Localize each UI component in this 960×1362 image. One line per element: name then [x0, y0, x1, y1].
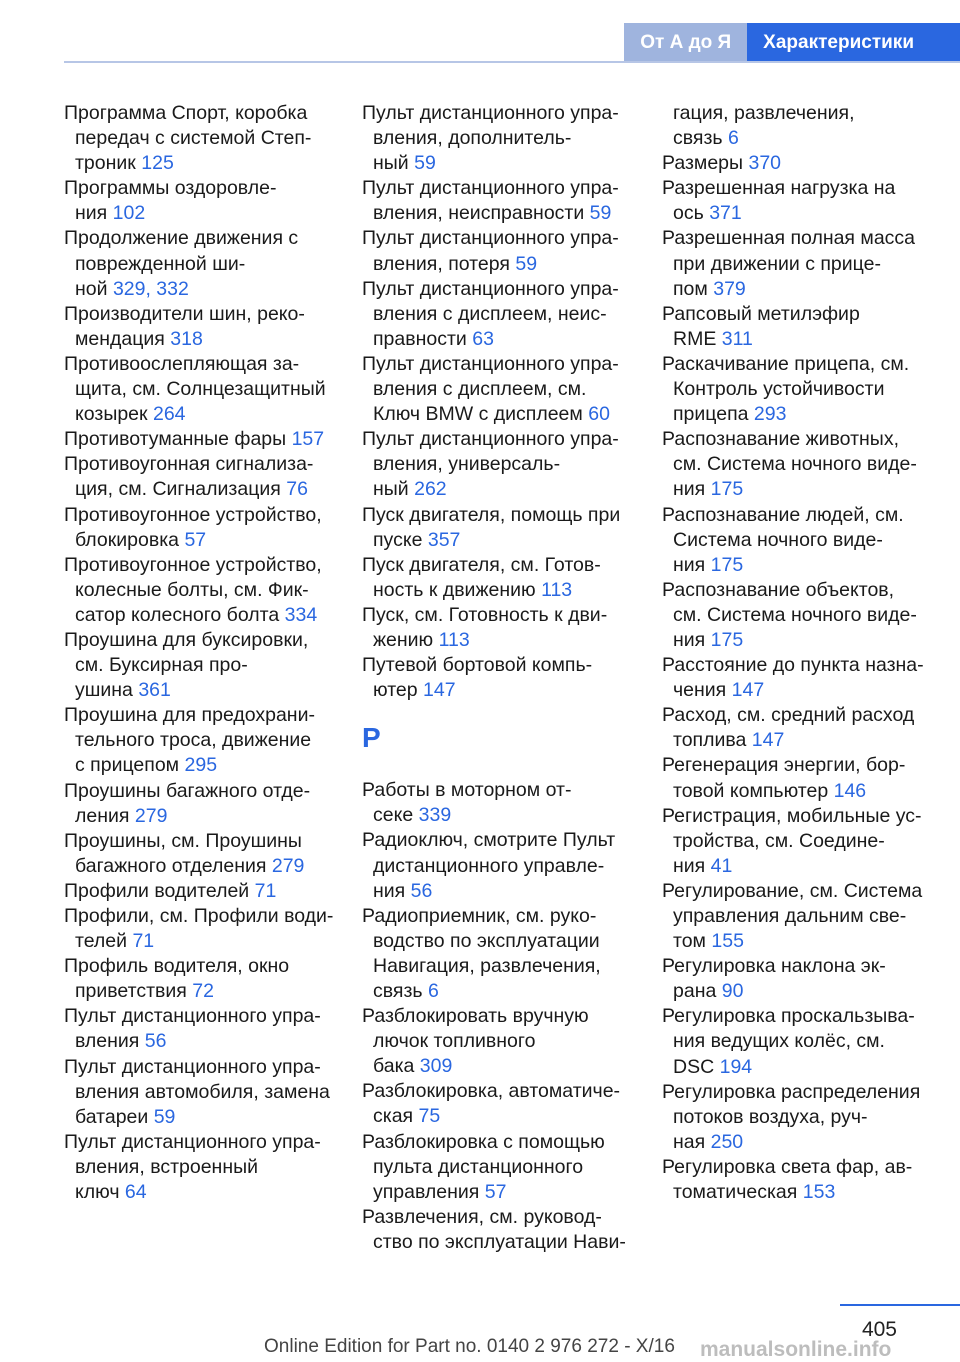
entry-text: Радиоключ, смотрите Пульт [362, 829, 616, 852]
page-ref-link[interactable]: 41 [710, 854, 733, 877]
entry-text: колесные болты, см. Фик- [75, 578, 309, 601]
index-entry [662, 879, 952, 954]
page-ref-link[interactable]: 175 [710, 553, 744, 576]
entry-text: Размеры [662, 152, 744, 175]
index-entry [362, 603, 637, 653]
header-rule [64, 61, 960, 63]
index-entry [662, 352, 952, 427]
entry-text: томатическая [673, 1181, 798, 1204]
page-ref-link[interactable]: 175 [710, 628, 744, 651]
page-ref-link[interactable]: 339 [418, 804, 452, 827]
entry-text: вления, неисправности [373, 202, 585, 225]
index-entry [662, 226, 952, 301]
index-entry [362, 277, 637, 352]
entry-text: RME [673, 327, 717, 350]
index-entry [64, 829, 339, 879]
entry-text: Пуск двигателя, помощь при [362, 503, 621, 526]
index-entry [64, 503, 339, 553]
entry-text: Разблокировка с помощью [362, 1130, 605, 1153]
index-entry [64, 553, 339, 628]
index-column-3 [662, 101, 952, 1205]
entry-text: ось [673, 202, 704, 225]
index-entry [662, 954, 952, 1004]
index-entry [64, 302, 339, 352]
page-ref-link[interactable]: 56 [410, 879, 433, 902]
index-entry [362, 1004, 637, 1079]
entry-text: Разрешенная нагрузка на [662, 177, 896, 200]
entry-text: связь [373, 980, 423, 1002]
page-ref-link[interactable]: 147 [731, 679, 765, 702]
page-ref-link[interactable]: 153 [802, 1181, 836, 1204]
entry-text: сатор колесного болта [75, 603, 280, 626]
entry-text: жению [373, 628, 434, 651]
entry-text: с прицепом [75, 754, 180, 777]
index-entry [64, 1055, 339, 1130]
index-entry [64, 352, 339, 427]
entry-text: Радиоприемник, см. руко- [362, 904, 597, 927]
entry-text: Проушины, см. Проушины [64, 829, 302, 852]
entry-text: DSC [673, 1055, 715, 1078]
page-ref-link[interactable]: 72 [192, 980, 214, 1003]
entry-text: прицепа [673, 403, 749, 426]
page-ref-link[interactable]: 59 [414, 152, 436, 175]
page-ref-link[interactable]: 71 [132, 930, 155, 953]
index-entry [662, 427, 952, 502]
index-entry [64, 427, 339, 452]
entry-text: блокировка [75, 528, 180, 551]
entry-text: водство по эксплуатации [373, 929, 600, 952]
index-entry [662, 503, 952, 578]
entry-text: ния [673, 628, 706, 651]
entry-text: Навигация, развлечения, [373, 954, 601, 977]
index-entry [362, 1130, 637, 1205]
entry-text: вления, дополнитель- [373, 127, 572, 150]
entry-text: Пульт дистанционного упра- [362, 352, 619, 375]
entry-text: Регулирование, см. Система [662, 879, 923, 902]
page-ref-link[interactable]: 357 [427, 528, 461, 551]
entry-text: Работы в моторном от- [362, 779, 572, 802]
entry-text: секе [373, 804, 414, 827]
page-ref-link[interactable]: 59 [515, 252, 538, 275]
page-ref-link[interactable]: 59 [153, 1105, 176, 1128]
page-ref-link[interactable]: 59 [589, 202, 612, 225]
entry-text: багажного отделения [75, 854, 267, 877]
entry-text: том [673, 930, 706, 953]
entry-text: Регулировка распределения [662, 1080, 921, 1103]
entry-text: Профили, см. Профили води- [64, 905, 334, 927]
entry-text: Пульт дистанционного упра- [362, 102, 619, 124]
page-ref-link[interactable]: 293 [753, 403, 787, 426]
page-ref-link[interactable]: 371 [709, 202, 742, 225]
page-ref-link[interactable]: 334 [284, 603, 318, 626]
index-entry [362, 503, 637, 553]
entry-text: Пульт дистанционного упра- [64, 1055, 321, 1078]
entry-text: Производители шин, реко- [64, 302, 305, 325]
index-entry [362, 904, 637, 1004]
index-entry [662, 753, 952, 803]
index-entry [64, 176, 339, 226]
page-ref-link[interactable]: 113 [438, 628, 470, 651]
page-ref-link[interactable]: 6 [427, 980, 439, 1002]
entry-text: телей [75, 930, 128, 953]
entry-text: бака [373, 1055, 415, 1078]
index-entry [662, 151, 952, 176]
entry-text: Контроль устойчивости [673, 378, 885, 401]
entry-text: Пульт дистанционного упра- [362, 177, 619, 200]
entry-text: Программа Спорт, коробка [64, 102, 308, 124]
page-number: 405 [861, 1318, 897, 1341]
page-ref-link[interactable]: 64 [124, 1181, 147, 1204]
index-entry [362, 828, 637, 903]
entry-text: ния [673, 553, 706, 576]
entry-text: Распознавание объектов, [662, 578, 895, 601]
entry-text: вления [75, 1030, 140, 1053]
index-entry [662, 804, 952, 879]
entry-text: см. Система ночного виде- [673, 453, 917, 476]
entry-text: ной [75, 277, 108, 300]
entry-text: гация, развлечения, [673, 102, 855, 124]
entry-text: см. Буксирная про- [75, 654, 248, 677]
entry-text: пуске [373, 528, 423, 551]
index-entry [64, 452, 339, 502]
entry-text: см. Система ночного виде- [673, 603, 917, 626]
entry-text: вления с дисплеем, неис- [373, 302, 607, 325]
entry-text: ления [75, 804, 130, 827]
index-column-2 [362, 101, 637, 1255]
entry-text: при движении с прице- [673, 252, 881, 275]
page-ref-link[interactable]: 147 [423, 679, 456, 702]
entry-text: Разблокировка, автоматиче- [362, 1080, 621, 1103]
index-entry [64, 904, 339, 954]
index-entry [362, 1079, 637, 1129]
entry-text: Регенерация энергии, бор- [662, 754, 906, 777]
page-ref-link[interactable]: 90 [721, 980, 744, 1003]
entry-text: Ключ BMW с дисплеем [373, 403, 583, 426]
header-section[interactable]: От А до Я [624, 23, 747, 62]
index-entry [362, 553, 637, 603]
entry-text: ный [373, 152, 409, 175]
entry-text: рана [673, 980, 717, 1003]
entry-text: вления автомобиля, замена [75, 1080, 330, 1103]
entry-text: Рапсовый метилэфир [662, 302, 860, 325]
entry-text: Профиль водителя, окно [64, 955, 290, 978]
page-ref-link[interactable]: 279 [271, 854, 305, 877]
page-ref-link[interactable]: 309 [419, 1055, 453, 1078]
entry-text: вления, универсаль- [373, 453, 561, 476]
page-ref-link[interactable]: 57 [184, 528, 207, 551]
entry-text: Разблокировать вручную [362, 1005, 589, 1028]
entry-text: тельного троса, движение [75, 729, 312, 752]
footer-rule [840, 1304, 960, 1306]
entry-text: троник [75, 152, 136, 175]
entry-text: Программы оздоровле- [64, 177, 277, 200]
page-ref-link[interactable]: 264 [152, 403, 186, 426]
entry-text: ция, см. Сигнализация [75, 478, 281, 501]
index-entry [362, 176, 637, 226]
page-ref-link[interactable]: 71 [254, 879, 277, 902]
entry-text: вления, потеря [373, 252, 510, 275]
entry-text: ния [673, 478, 706, 501]
page-ref-link[interactable]: 113 [541, 578, 573, 601]
entry-text: Противотуманные фары [64, 428, 287, 451]
page-ref-link[interactable]: 6 [727, 127, 739, 150]
entry-text: щита, см. Солнцезащитный [75, 378, 326, 401]
entry-text: Пуск, см. Готовность к дви- [362, 603, 608, 626]
entry-text: тройства, см. Соедине- [673, 829, 885, 852]
page-ref-link[interactable]: 379 [713, 277, 746, 300]
index-entry [362, 653, 637, 703]
index-entry [662, 302, 952, 352]
index-entry [362, 352, 637, 427]
entry-text: Противоугонное устройство, [64, 553, 322, 576]
entry-text: Расход, см. средний расход [662, 704, 915, 727]
index-entry [662, 1080, 952, 1155]
entry-text: Регистрация, мобильные ус- [662, 804, 922, 827]
entry-text: Противоослепляющая за- [64, 352, 300, 375]
entry-text: Пульт дистанционного упра- [64, 1130, 321, 1153]
entry-text: ния [673, 854, 706, 877]
entry-text: товой компьютер [673, 779, 829, 802]
index-entry [64, 779, 339, 829]
page-ref-link[interactable]: 63 [472, 327, 494, 350]
index-entry [64, 954, 339, 1004]
entry-text: Регулировка наклона эк- [662, 955, 886, 978]
page-ref-link[interactable]: 102 [112, 202, 146, 225]
entry-text: чения [673, 679, 727, 702]
page-ref-link[interactable]: 157 [291, 428, 325, 451]
entry-text: ния ведущих колёс, см. [673, 1030, 885, 1053]
page-ref-link[interactable]: 75 [418, 1105, 441, 1128]
page-ref-link[interactable]: 370 [748, 152, 782, 175]
header-chapter[interactable]: Характеристики [747, 23, 960, 62]
index-entry [64, 703, 339, 778]
page-ref-link[interactable]: 56 [144, 1030, 167, 1053]
page-ref-link[interactable]: 60 [588, 403, 610, 426]
entry-text: козырек [75, 403, 148, 426]
entry-text: Раскачивание прицепа, см. [662, 352, 910, 375]
index-entry [362, 101, 637, 176]
index-entry [662, 176, 952, 226]
index-entry [64, 101, 339, 176]
entry-text: вления с дисплеем, см. [373, 378, 587, 401]
index-entry [662, 703, 952, 753]
page-ref-link[interactable]: 125 [141, 152, 174, 175]
page-ref-link[interactable]: 329, 332 [112, 277, 189, 300]
page-ref-link[interactable]: 57 [484, 1180, 507, 1203]
entry-text: Профили водителей [64, 879, 250, 902]
entry-text: Развлечения, см. руковод- [362, 1205, 602, 1228]
index-entry [362, 226, 637, 276]
index-letter-heading: Р [362, 722, 381, 754]
index-entry [362, 427, 637, 502]
footer-edition: Online Edition for Part no. 0140 2 976 272 - X/16 [264, 1336, 675, 1357]
entry-text: ютер [373, 679, 418, 702]
page-ref-link[interactable]: 262 [414, 478, 447, 501]
page-ref-link[interactable]: 361 [138, 679, 171, 702]
watermark: manualsonline.info [700, 1338, 892, 1361]
entry-text: пом [673, 277, 708, 300]
entry-text: Разрешенная полная масса [662, 227, 916, 250]
entry-text: Путевой бортовой компь- [362, 654, 593, 677]
entry-text: Проушины багажного отде- [64, 779, 311, 802]
entry-text: Пульт дистанционного упра- [362, 227, 619, 250]
page-header [624, 23, 960, 62]
entry-text: Регулировка проскальзыва- [662, 1005, 915, 1028]
entry-text: ключ [75, 1181, 120, 1204]
page-ref-link[interactable]: 76 [286, 478, 308, 501]
entry-text: Расстояние до пункта назна- [662, 654, 924, 677]
entry-text: поврежденной ши- [75, 252, 246, 275]
entry-text: правности [373, 327, 467, 350]
index-entry [362, 778, 637, 828]
index-entry [64, 628, 339, 703]
entry-text: мендация [75, 327, 165, 350]
entry-text: ный [373, 478, 409, 501]
entry-text: ная [673, 1130, 706, 1153]
entry-text: Продолжение движения с [64, 227, 299, 250]
entry-text: Противоугонное устройство, [64, 503, 322, 526]
index-entry [362, 1205, 637, 1255]
page-ref-link[interactable]: 175 [710, 478, 744, 501]
entry-text: Распознавание людей, см. [662, 503, 904, 526]
entry-text: Распознавание животных, [662, 428, 899, 451]
entry-text: Система ночного виде- [673, 528, 883, 551]
entry-text: дистанционного управле- [373, 854, 605, 877]
page-ref-link[interactable]: 279 [134, 804, 168, 827]
index-column-1 [64, 101, 339, 1205]
entry-text: ния [373, 879, 406, 902]
page-ref-link[interactable]: 318 [170, 327, 203, 350]
entry-text: топлива [673, 729, 747, 752]
entry-text: Регулировка света фар, ав- [662, 1155, 913, 1178]
entry-text: Пульт дистанционного упра- [362, 277, 619, 300]
entry-text: Пуск двигателя, см. Готов- [362, 553, 601, 576]
entry-text: ния [75, 202, 108, 225]
entry-text: приветствия [75, 980, 187, 1003]
entry-text: Проушина для предохрани- [64, 704, 315, 727]
index-entry [662, 1155, 952, 1205]
index-entry [64, 226, 339, 301]
entry-text: управления дальним све- [673, 905, 907, 927]
entry-text: передач с системой Степ- [75, 127, 312, 150]
page-ref-link[interactable]: 155 [711, 930, 744, 953]
page-ref-link[interactable]: 194 [719, 1055, 753, 1078]
entry-text: ность к движению [373, 578, 536, 601]
entry-text: ушина [75, 679, 133, 702]
index-entry [662, 101, 952, 151]
entry-text: вления, встроенный [75, 1155, 258, 1178]
page-ref-link[interactable]: 295 [184, 754, 218, 777]
entry-text: потоков воздуха, руч- [673, 1105, 868, 1128]
entry-text: Проушина для буксировки, [64, 628, 309, 651]
page-ref-link[interactable]: 147 [751, 729, 785, 752]
entry-text: Пульт дистанционного упра- [362, 428, 619, 451]
entry-text: ство по эксплуатации Нави- [373, 1230, 626, 1253]
entry-text: связь [673, 127, 723, 150]
entry-text: пульта дистанционного [373, 1155, 584, 1178]
entry-text: лючок топливного [373, 1030, 536, 1053]
entry-text: батареи [75, 1105, 149, 1128]
entry-text: управления [373, 1180, 480, 1203]
index-entry [662, 578, 952, 653]
page-ref-link[interactable]: 250 [710, 1130, 744, 1153]
index-entry [662, 1004, 952, 1079]
index-entry [64, 879, 339, 904]
entry-text: Пульт дистанционного упра- [64, 1005, 321, 1028]
index-entry [64, 1004, 339, 1054]
index-entry [662, 653, 952, 703]
entry-text: ская [373, 1105, 414, 1128]
index-entry [64, 1130, 339, 1205]
page-ref-link[interactable]: 146 [833, 779, 867, 802]
page-ref-link[interactable]: 311 [721, 327, 753, 350]
entry-text: Противоугонная сигнализа- [64, 453, 314, 476]
